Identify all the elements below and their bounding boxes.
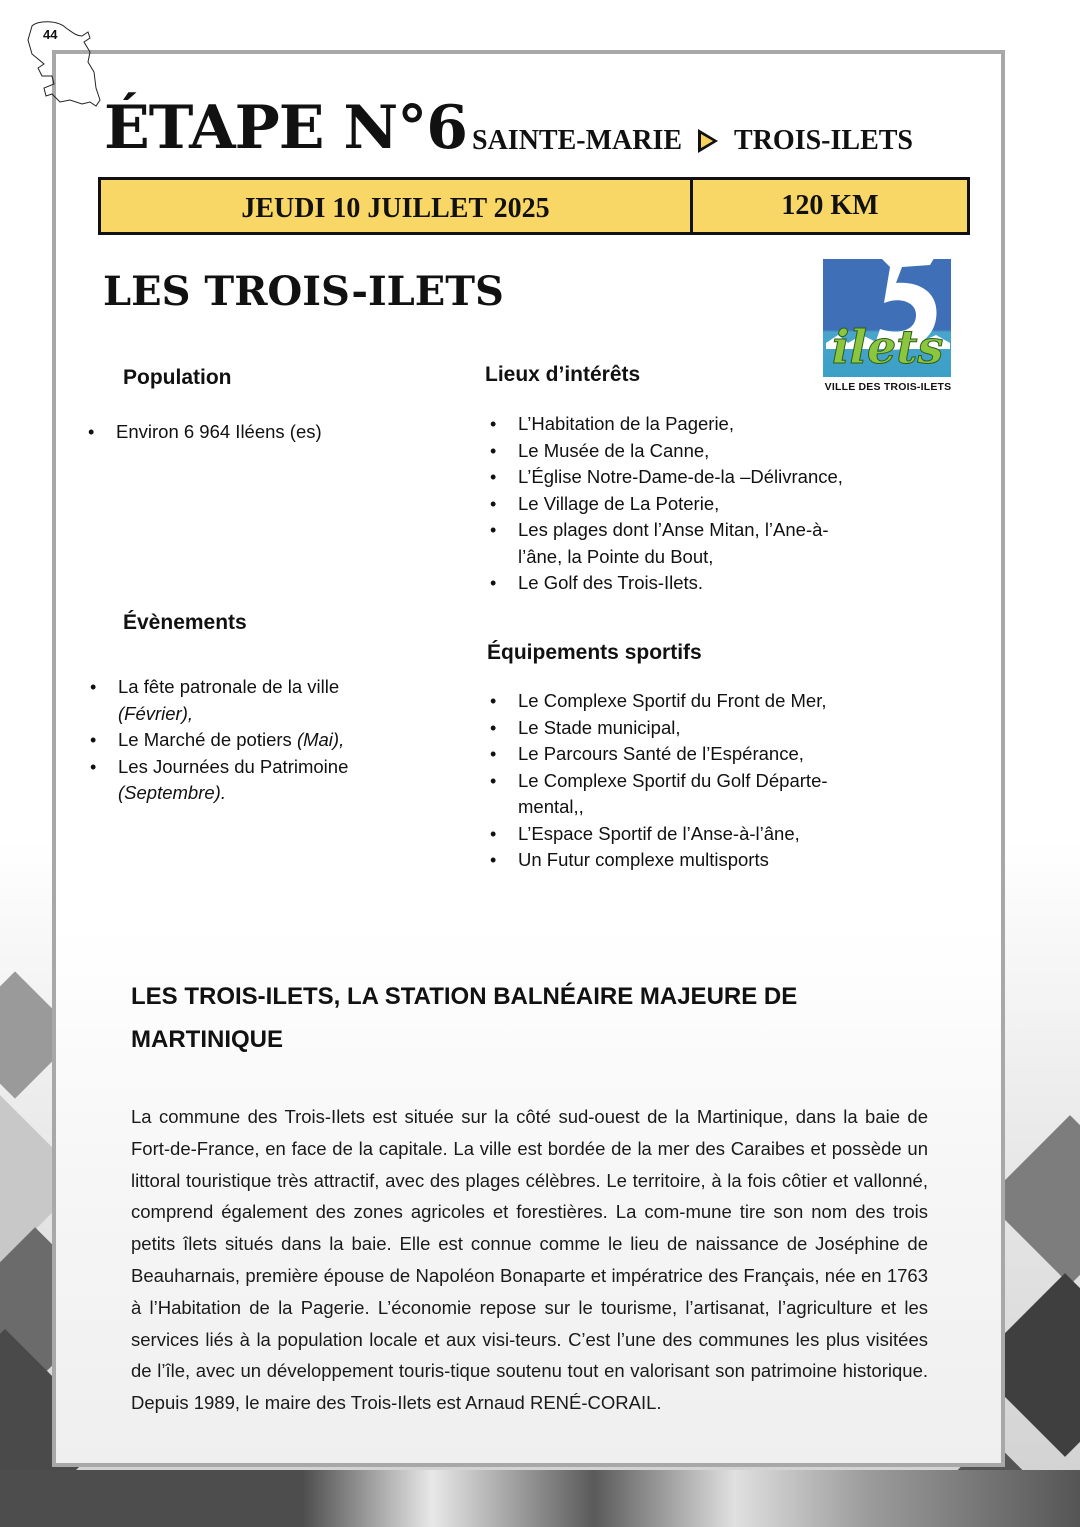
route-to: TROIS-ILETS <box>734 125 913 156</box>
city-title: LES TROIS-ILETS <box>103 268 504 315</box>
article-body: La commune des Trois-Ilets est située sur la côté sud-ouest de la Martinique, dans la baie de Fort-de-France, en face de la capitale. La ville est bordée de la mer des Caraibes et possède un littoral touristique très attractif, avec des plages célèbres. Le territoire, à la fois côtier et vallonné, comprend également des zones agricoles et forestières. La com-mune tire son nom des trois petits îlets situés dans la baie. Elle est connue comme le lieu de naissance de Joséphine de Beauharnais, première épouse de Napoléon Bonaparte et impératrice des Français, née en 1763 à l’Habitation de la Pagerie. L’économie repose sur le tourisme, l’artisanat, l’agriculture et les services liés à la population locale et aux visi-teurs. C’est l’une des communes les plus visitées de l’île, avec un développement touris-tique soutenu tout en valorisant son patrimoine historique. Depuis 1989, le maire des Trois-Ilets est Arnaud RENÉ-CORAIL. <box>131 1106 928 1414</box>
city-logo <box>818 245 958 393</box>
stage-title: ÉTAPE N°6 <box>104 93 467 163</box>
list-item: • L’Espace Sportif de l’Anse-à-l’âne, <box>490 821 870 848</box>
info-bar <box>98 177 970 235</box>
lieux-list <box>490 411 870 597</box>
lieux-heading: Lieux d’intérêts <box>485 363 641 386</box>
list-item: • Le Marché de potiers (Mai), <box>90 727 380 754</box>
list-item: • Les plages dont l’Anse Mitan, l’Ane-à-l’âne, la Pointe du Bout, <box>490 517 870 570</box>
route <box>472 125 913 157</box>
list-item: • Le Stade municipal, <box>490 715 870 742</box>
list-item: • La fête patronale de la ville (Février), <box>90 674 380 727</box>
list-item: • Environ 6 964 Iléens (es) <box>88 419 428 446</box>
list-item: • Le Complexe Sportif du Front de Mer, <box>490 688 870 715</box>
logo-emblem <box>823 259 951 377</box>
population-list <box>88 419 428 446</box>
stage-distance: 120 KM <box>781 190 879 221</box>
list-item: • Le Complexe Sportif du Golf Départe-mental,, <box>490 768 870 821</box>
list-item: • Le Musée de la Canne, <box>490 438 870 465</box>
list-item: • Un Futur complexe multisports <box>490 847 870 874</box>
population-heading: Population <box>123 366 232 389</box>
play-arrow-icon <box>698 129 718 153</box>
stage-date: JEUDI 10 JUILLET 2025 <box>101 180 693 232</box>
logo-caption: VILLE DES TROIS-ILETS <box>824 381 952 393</box>
list-item: • Le Village de La Poterie, <box>490 491 870 518</box>
svg-text:ilets: ilets <box>832 320 944 373</box>
list-item: • L’Habitation de la Pagerie, <box>490 411 870 438</box>
list-item: • L’Église Notre-Dame-de-la –Délivrance, <box>490 464 870 491</box>
evenements-heading: Évènements <box>123 611 247 634</box>
equipements-list <box>490 688 870 874</box>
page-number: 44 <box>43 27 58 42</box>
evenements-list <box>90 674 380 807</box>
logo-3-icon <box>818 243 958 373</box>
list-item: • Les Journées du Patrimoine (Septembre). <box>90 754 380 807</box>
bg-bottom-band <box>0 1470 1080 1527</box>
route-from: SAINTE-MARIE <box>472 125 683 156</box>
equipements-heading: Équipements sportifs <box>487 641 702 664</box>
martinique-map-icon <box>24 18 104 110</box>
list-item: • Le Golf des Trois-Ilets. <box>490 570 870 597</box>
article-title: LES TROIS-ILETS, LA STATION BALNÉAIRE MAJEURE DE MARTINIQUE <box>131 983 798 1053</box>
list-item: • Le Parcours Santé de l’Espérance, <box>490 741 870 768</box>
